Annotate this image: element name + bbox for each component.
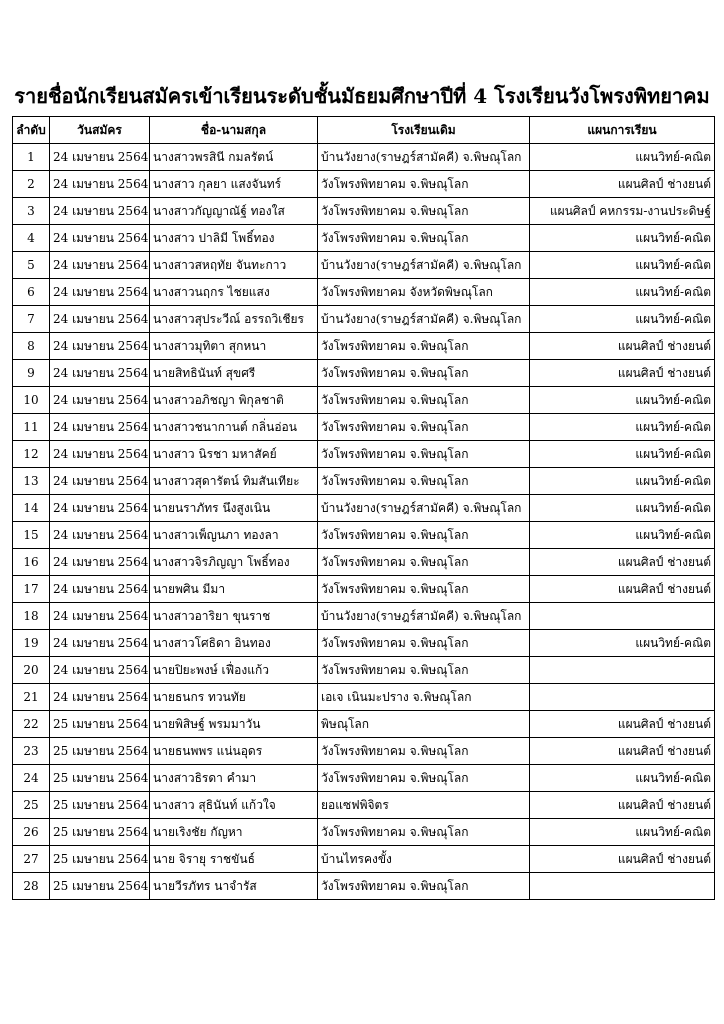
header-no: ลำดับ — [13, 117, 50, 144]
table-row — [13, 198, 715, 225]
cell-plan: แผนวิทย์-คณิต — [530, 468, 715, 495]
cell-date: 24 เมษายน 2564 — [50, 387, 150, 414]
cell-no: 8 — [13, 333, 50, 360]
cell-no: 12 — [13, 441, 50, 468]
table-row — [13, 414, 715, 441]
cell-no: 18 — [13, 603, 50, 630]
cell-name: นายเริงชัย กัญหา — [150, 819, 318, 846]
cell-date: 24 เมษายน 2564 — [50, 225, 150, 252]
table-row — [13, 603, 715, 630]
cell-no: 14 — [13, 495, 50, 522]
cell-name: นาย จิรายุ ราชขันธ์ — [150, 846, 318, 873]
table-row — [13, 873, 715, 900]
table-row — [13, 252, 715, 279]
cell-no: 2 — [13, 171, 50, 198]
table-row — [13, 468, 715, 495]
cell-date: 24 เมษายน 2564 — [50, 576, 150, 603]
cell-no: 28 — [13, 873, 50, 900]
table-row — [13, 846, 715, 873]
cell-name: นางสาวจิรภิญญา โพธิ์ทอง — [150, 549, 318, 576]
cell-no: 13 — [13, 468, 50, 495]
cell-name: นายธนพพร แน่นอุดร — [150, 738, 318, 765]
cell-plan — [530, 873, 715, 900]
cell-school: บ้านวังยาง(ราษฎร์สามัคคี) จ.พิษณุโลก — [318, 306, 530, 333]
cell-school: ยอแซฟพิจิตร — [318, 792, 530, 819]
cell-plan: แผนวิทย์-คณิต — [530, 414, 715, 441]
cell-plan: แผนศิลป์ ช่างยนต์ — [530, 711, 715, 738]
cell-no: 26 — [13, 819, 50, 846]
cell-name: นายพิสิษฐ์ พรมมาวัน — [150, 711, 318, 738]
cell-school: บ้านวังยาง(ราษฎร์สามัคคี) จ.พิษณุโลก — [318, 603, 530, 630]
cell-date: 25 เมษายน 2564 — [50, 846, 150, 873]
cell-school: บ้านไทรคงขั้ง — [318, 846, 530, 873]
cell-name: นางสาวมุทิตา สุกหนา — [150, 333, 318, 360]
cell-name: นางสาว กุลยา แสงจันทร์ — [150, 171, 318, 198]
table-row — [13, 225, 715, 252]
cell-plan: แผนศิลป์ ช่างยนต์ — [530, 792, 715, 819]
cell-school: วังโพรงพิทยาคม จ.พิษณุโลก — [318, 765, 530, 792]
cell-plan: แผนวิทย์-คณิต — [530, 522, 715, 549]
cell-school: บ้านวังยาง(ราษฎร์สามัคคี) จ.พิษณุโลก — [318, 144, 530, 171]
cell-date: 24 เมษายน 2564 — [50, 171, 150, 198]
cell-no: 20 — [13, 657, 50, 684]
cell-date: 24 เมษายน 2564 — [50, 549, 150, 576]
cell-school: วังโพรงพิทยาคม จ.พิษณุโลก — [318, 738, 530, 765]
cell-plan: แผนวิทย์-คณิต — [530, 819, 715, 846]
cell-date: 24 เมษายน 2564 — [50, 468, 150, 495]
cell-date: 24 เมษายน 2564 — [50, 441, 150, 468]
cell-date: 24 เมษายน 2564 — [50, 657, 150, 684]
cell-plan — [530, 603, 715, 630]
cell-school: วังโพรงพิทยาคม จ.พิษณุโลก — [318, 576, 530, 603]
cell-name: นางสาวสุประวีณ์ อรรถวิเชียร — [150, 306, 318, 333]
table-row — [13, 441, 715, 468]
cell-date: 24 เมษายน 2564 — [50, 333, 150, 360]
cell-date: 24 เมษายน 2564 — [50, 495, 150, 522]
cell-name: นายพศิน มีมา — [150, 576, 318, 603]
cell-date: 25 เมษายน 2564 — [50, 792, 150, 819]
cell-date: 24 เมษายน 2564 — [50, 414, 150, 441]
cell-name: นางสาว ปาลิมี โพธิ์ทอง — [150, 225, 318, 252]
cell-date: 25 เมษายน 2564 — [50, 738, 150, 765]
cell-name: นางสาวพรสินี กมลรัตน์ — [150, 144, 318, 171]
cell-school: วังโพรงพิทยาคม จ.พิษณุโลก — [318, 468, 530, 495]
cell-school: วังโพรงพิทยาคม จ.พิษณุโลก — [318, 333, 530, 360]
cell-plan — [530, 684, 715, 711]
cell-no: 27 — [13, 846, 50, 873]
cell-no: 11 — [13, 414, 50, 441]
cell-date: 24 เมษายน 2564 — [50, 252, 150, 279]
table-row — [13, 333, 715, 360]
cell-plan: แผนวิทย์-คณิต — [530, 495, 715, 522]
table-row — [13, 279, 715, 306]
header-plan: แผนการเรียน — [530, 117, 715, 144]
cell-school: วังโพรงพิทยาคม จ.พิษณุโลก — [318, 387, 530, 414]
cell-date: 25 เมษายน 2564 — [50, 873, 150, 900]
cell-no: 10 — [13, 387, 50, 414]
cell-name: นางสาวอภิชญา พิกุลชาติ — [150, 387, 318, 414]
cell-school: วังโพรงพิทยาคม จ.พิษณุโลก — [318, 360, 530, 387]
cell-no: 23 — [13, 738, 50, 765]
table-row — [13, 306, 715, 333]
cell-school: เอเจ เนินมะปราง จ.พิษณุโลก — [318, 684, 530, 711]
cell-no: 16 — [13, 549, 50, 576]
cell-name: นายธนกร ทวนทัย — [150, 684, 318, 711]
cell-name: นางสาวเพ็ญนภา ทองลา — [150, 522, 318, 549]
cell-school: วังโพรงพิทยาคม จ.พิษณุโลก — [318, 225, 530, 252]
cell-name: นางสาวชนากานต์ กลิ่นอ่อน — [150, 414, 318, 441]
cell-date: 25 เมษายน 2564 — [50, 711, 150, 738]
cell-school: วังโพรงพิทยาคม จ.พิษณุโลก — [318, 873, 530, 900]
cell-school: วังโพรงพิทยาคม จ.พิษณุโลก — [318, 522, 530, 549]
table-row — [13, 360, 715, 387]
cell-name: นางสาวโศธิดา อินทอง — [150, 630, 318, 657]
cell-school: วังโพรงพิทยาคม จ.พิษณุโลก — [318, 441, 530, 468]
table-row — [13, 576, 715, 603]
cell-plan: แผนวิทย์-คณิต — [530, 441, 715, 468]
cell-school: วังโพรงพิทยาคม จ.พิษณุโลก — [318, 549, 530, 576]
cell-name: นางสาวธิรดา คำมา — [150, 765, 318, 792]
table-row — [13, 387, 715, 414]
cell-date: 25 เมษายน 2564 — [50, 765, 150, 792]
table-row — [13, 522, 715, 549]
cell-date: 24 เมษายน 2564 — [50, 360, 150, 387]
table-row — [13, 495, 715, 522]
cell-plan: แผนศิลป์ ช่างยนต์ — [530, 333, 715, 360]
cell-no: 6 — [13, 279, 50, 306]
cell-name: นางสาวนฤกร ไชยแสง — [150, 279, 318, 306]
cell-no: 22 — [13, 711, 50, 738]
cell-school: วังโพรงพิทยาคม จ.พิษณุโลก — [318, 819, 530, 846]
cell-no: 15 — [13, 522, 50, 549]
cell-school: พิษณุโลก — [318, 711, 530, 738]
table-row — [13, 684, 715, 711]
document-title: รายชื่อนักเรียนสมัครเข้าเรียนระดับชั้นมัธยมศึกษาปีที่ 4 โรงเรียนวังโพรงพิทยาคม — [14, 84, 710, 108]
cell-date: 24 เมษายน 2564 — [50, 144, 150, 171]
table-row — [13, 630, 715, 657]
cell-plan: แผนวิทย์-คณิต — [530, 225, 715, 252]
cell-school: วังโพรงพิทยาคม จ.พิษณุโลก — [318, 414, 530, 441]
cell-name: นางสาวสหฤทัย จันทะกาว — [150, 252, 318, 279]
cell-no: 24 — [13, 765, 50, 792]
cell-school: วังโพรงพิทยาคม จ.พิษณุโลก — [318, 171, 530, 198]
cell-school: วังโพรงพิทยาคม จ.พิษณุโลก — [318, 198, 530, 225]
table-row — [13, 819, 715, 846]
cell-plan: แผนวิทย์-คณิต — [530, 765, 715, 792]
cell-date: 24 เมษายน 2564 — [50, 630, 150, 657]
cell-no: 3 — [13, 198, 50, 225]
cell-no: 9 — [13, 360, 50, 387]
table-row — [13, 657, 715, 684]
header-date: วันสมัคร — [50, 117, 150, 144]
cell-name: นางสาว นิรชา มหาสัคย์ — [150, 441, 318, 468]
cell-plan: แผนศิลป์ ช่างยนต์ — [530, 360, 715, 387]
cell-name: นายสิทธินันท์ สุขศรี — [150, 360, 318, 387]
table-row — [13, 711, 715, 738]
cell-name: นายวีรภัทร นาจำรัส — [150, 873, 318, 900]
cell-no: 5 — [13, 252, 50, 279]
cell-no: 17 — [13, 576, 50, 603]
cell-date: 24 เมษายน 2564 — [50, 198, 150, 225]
cell-name: นางสาว สุธินันท์ แก้วใจ — [150, 792, 318, 819]
cell-date: 24 เมษายน 2564 — [50, 684, 150, 711]
header-name: ชื่อ-นามสกุล — [150, 117, 318, 144]
cell-name: นายนราภัทร นึงสูงเนิน — [150, 495, 318, 522]
cell-plan: แผนศิลป์ ช่างยนต์ — [530, 576, 715, 603]
table-row — [13, 144, 715, 171]
cell-no: 19 — [13, 630, 50, 657]
cell-date: 24 เมษายน 2564 — [50, 306, 150, 333]
cell-plan: แผนศิลป์ ช่างยนต์ — [530, 171, 715, 198]
cell-plan — [530, 657, 715, 684]
table-row — [13, 765, 715, 792]
cell-name: นางสาวสุดารัตน์ ทิมสันเทียะ — [150, 468, 318, 495]
cell-plan: แผนศิลป์ ช่างยนต์ — [530, 846, 715, 873]
cell-plan: แผนศิลป์ ช่างยนต์ — [530, 549, 715, 576]
applicant-table — [12, 116, 715, 900]
cell-school: วังโพรงพิทยาคม จ.พิษณุโลก — [318, 630, 530, 657]
cell-no: 21 — [13, 684, 50, 711]
cell-plan: แผนวิทย์-คณิต — [530, 144, 715, 171]
cell-plan: แผนวิทย์-คณิต — [530, 306, 715, 333]
cell-no: 7 — [13, 306, 50, 333]
table-row — [13, 549, 715, 576]
cell-name: นางสาวอาริยา ขุนราช — [150, 603, 318, 630]
table-row — [13, 171, 715, 198]
cell-date: 24 เมษายน 2564 — [50, 603, 150, 630]
header-school: โรงเรียนเดิม — [318, 117, 530, 144]
cell-date: 24 เมษายน 2564 — [50, 279, 150, 306]
cell-no: 25 — [13, 792, 50, 819]
cell-date: 24 เมษายน 2564 — [50, 522, 150, 549]
cell-no: 4 — [13, 225, 50, 252]
cell-plan: แผนวิทย์-คณิต — [530, 387, 715, 414]
cell-school: บ้านวังยาง(ราษฎร์สามัคคี) จ.พิษณุโลก — [318, 252, 530, 279]
cell-plan: แผนวิทย์-คณิต — [530, 279, 715, 306]
table-row — [13, 792, 715, 819]
cell-plan: แผนศิลป์ ช่างยนต์ — [530, 738, 715, 765]
cell-no: 1 — [13, 144, 50, 171]
cell-plan: แผนวิทย์-คณิต — [530, 630, 715, 657]
cell-date: 25 เมษายน 2564 — [50, 819, 150, 846]
table-header-row — [13, 117, 715, 144]
cell-school: บ้านวังยาง(ราษฎร์สามัคคี) จ.พิษณุโลก — [318, 495, 530, 522]
table-row — [13, 738, 715, 765]
cell-name: นางสาวกัญญาณัฐ์ ทองใส — [150, 198, 318, 225]
cell-school: วังโพรงพิทยาคม จังหวัดพิษณุโลก — [318, 279, 530, 306]
cell-school: วังโพรงพิทยาคม จ.พิษณุโลก — [318, 657, 530, 684]
cell-plan: แผนศิลป์ คหกรรม-งานประดิษฐ์ — [530, 198, 715, 225]
cell-plan: แผนวิทย์-คณิต — [530, 252, 715, 279]
cell-name: นายปิยะพงษ์ เฟื่องแก้ว — [150, 657, 318, 684]
